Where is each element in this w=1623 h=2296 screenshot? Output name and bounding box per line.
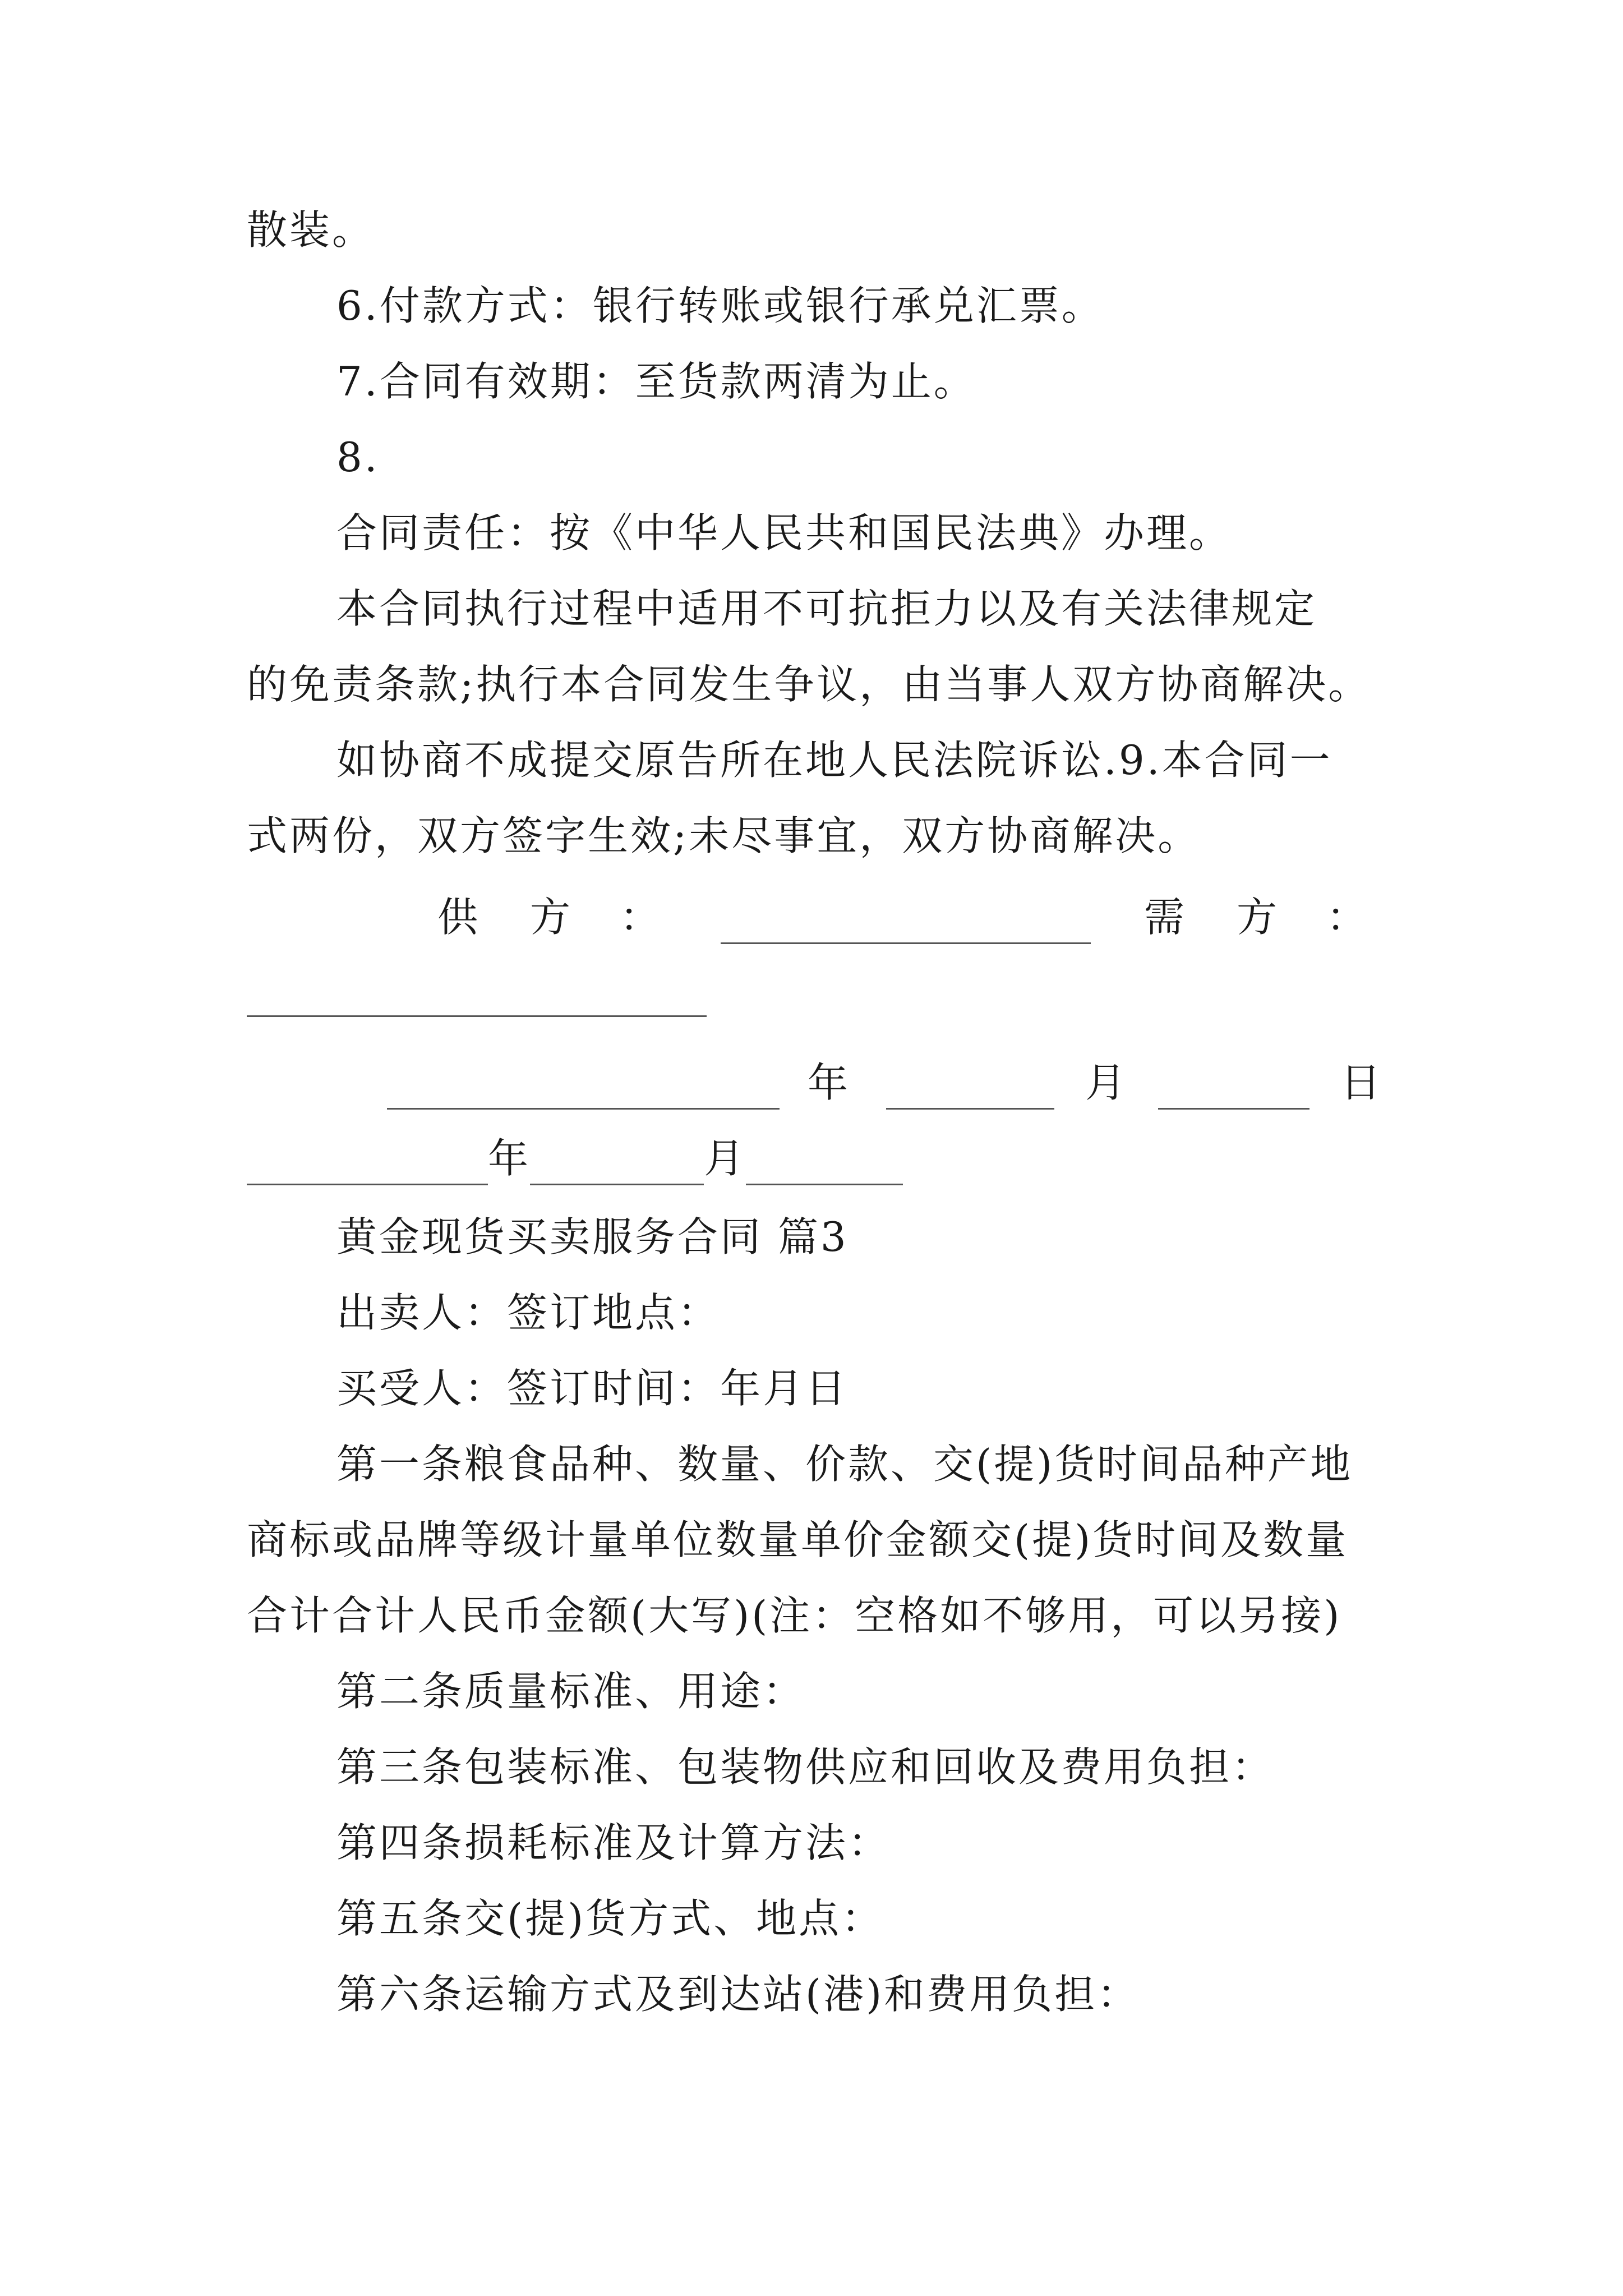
validity-clause: 7.合同有效期：至货款两清为止。 — [336, 358, 976, 405]
colon: ： — [1326, 894, 1367, 941]
text-line: 的免责条款;执行本合同发生争议，由当事人双方协商解决。 — [247, 661, 1371, 708]
date-blank — [530, 1184, 704, 1185]
supplier-label-char: 方 — [530, 894, 571, 941]
article-two: 第二条质量标准、用途： — [336, 1668, 806, 1715]
date-blank — [746, 1184, 903, 1185]
text-line: 本合同执行过程中适用不可抗拒力以及有关法律规定 — [336, 585, 1317, 632]
text-line: 合计合计人民币金额(大写)(注：空格如不够用，可以另接) — [247, 1592, 1342, 1639]
text-line: 式两份，双方签字生效;未尽事宜，双方协商解决。 — [247, 812, 1201, 859]
article-six: 第六条运输方式及到达站(港)和费用负担： — [336, 1971, 1140, 2018]
payment-method-clause: 6.付款方式：银行转账或银行承兑汇票。 — [336, 282, 1104, 329]
article-one: 第一条粮食品种、数量、价款、交(提)货时间品种产地 — [336, 1441, 1353, 1488]
article-three: 第三条包装标准、包装物供应和回收及费用负担： — [336, 1743, 1275, 1791]
day-label: 日 — [1340, 1059, 1381, 1106]
seller-line: 出卖人：签订地点： — [336, 1289, 721, 1336]
year-label: 年 — [808, 1059, 849, 1106]
clause-number: 8. — [336, 434, 380, 481]
year-label: 年 — [488, 1135, 529, 1182]
text-line: 散装。 — [247, 206, 375, 254]
buyer-label-char: 方 — [1237, 894, 1278, 941]
buyer-label-char: 需 — [1144, 894, 1185, 941]
buyer-line: 买受人：签订时间：年月日 — [336, 1365, 849, 1412]
month-label: 月 — [1085, 1059, 1126, 1106]
text-line: 商标或品牌等级计量单位数量单价金额交(提)货时间及数量 — [247, 1516, 1349, 1563]
supplier-signature-blank — [721, 942, 1091, 944]
date-blank — [247, 1184, 488, 1185]
article-four: 第四条损耗标准及计算方法： — [336, 1819, 891, 1866]
colon: ： — [620, 894, 661, 941]
date-blank — [1158, 1108, 1310, 1110]
date-blank — [886, 1108, 1054, 1110]
month-label: 月 — [704, 1135, 745, 1182]
supplier-label-char: 供 — [437, 894, 478, 941]
section-title: 黄金现货买卖服务合同 篇3 — [336, 1213, 849, 1260]
text-line: 如协商不成提交原告所在地人民法院诉讼.9.本合同一 — [336, 737, 1332, 784]
buyer-signature-blank — [247, 1015, 707, 1017]
article-five: 第五条交(提)货方式、地点： — [336, 1895, 884, 1942]
liability-clause: 合同责任：按《中华人民共和国民法典》办理。 — [336, 509, 1232, 556]
date-blank — [387, 1108, 780, 1110]
